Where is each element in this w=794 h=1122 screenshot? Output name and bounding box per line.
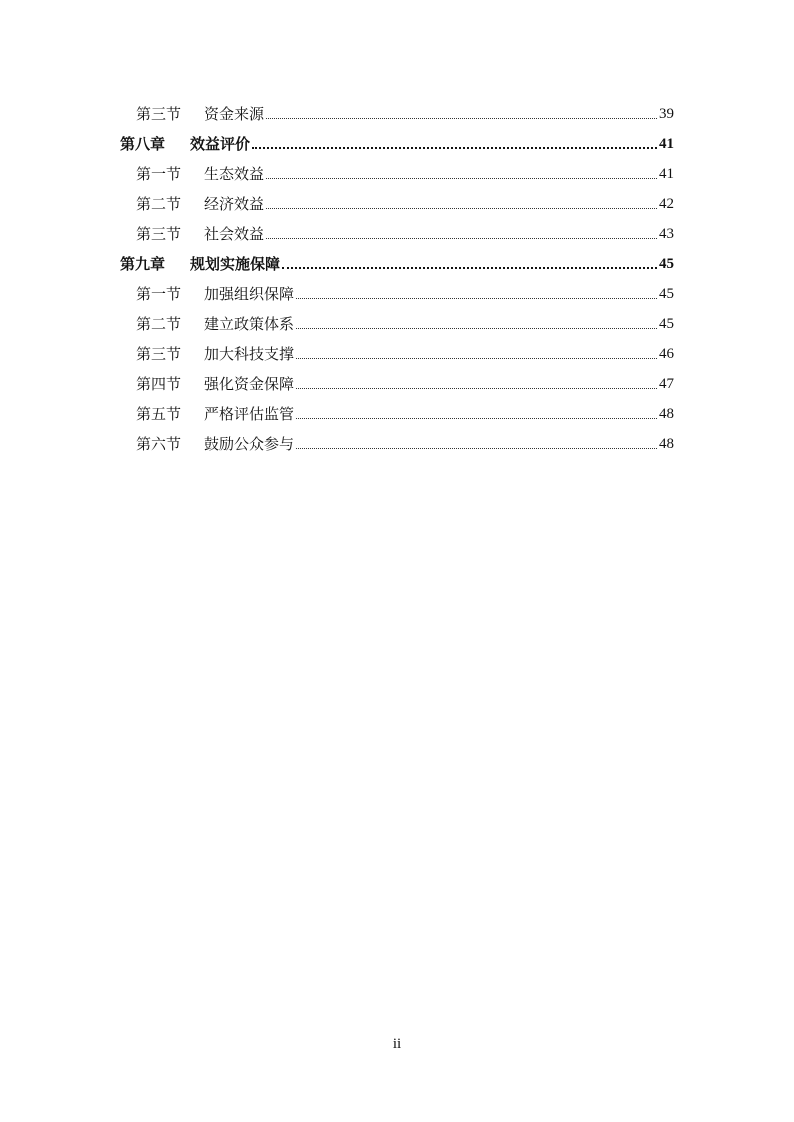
toc-entry-page: 48 bbox=[659, 436, 674, 452]
toc-entry-label: 第二节 bbox=[136, 195, 182, 213]
page-footer bbox=[0, 1036, 794, 1053]
toc-entry-label: 第四节 bbox=[136, 375, 182, 393]
toc-entry-label: 第八章 bbox=[120, 135, 166, 153]
dot-leader bbox=[296, 358, 657, 359]
dot-leader bbox=[296, 418, 657, 419]
toc-entry[interactable] bbox=[120, 395, 674, 425]
table-of-contents bbox=[120, 95, 674, 455]
toc-entry-title: 严格评估监管 bbox=[204, 405, 295, 423]
toc-entry-page: 41 bbox=[659, 166, 674, 182]
dot-leader bbox=[252, 147, 657, 149]
toc-entry[interactable] bbox=[120, 185, 674, 215]
toc-entry[interactable] bbox=[120, 335, 674, 365]
toc-entry-title: 社会效益 bbox=[204, 225, 265, 243]
dot-leader bbox=[296, 448, 657, 449]
toc-entry-title: 加强组织保障 bbox=[204, 285, 295, 303]
toc-entry-page: 43 bbox=[659, 226, 674, 242]
toc-entry-page: 41 bbox=[659, 136, 674, 152]
dot-leader bbox=[296, 328, 657, 329]
toc-entry-title: 建立政策体系 bbox=[204, 315, 295, 333]
toc-entry-title: 鼓励公众参与 bbox=[204, 435, 295, 453]
toc-entry[interactable] bbox=[120, 215, 674, 245]
dot-leader bbox=[296, 298, 657, 299]
toc-chapter-entry[interactable] bbox=[120, 125, 674, 155]
toc-entry-label: 第六节 bbox=[136, 435, 182, 453]
toc-entry[interactable] bbox=[120, 425, 674, 455]
dot-leader bbox=[266, 208, 657, 209]
toc-entry-page: 47 bbox=[659, 376, 674, 392]
dot-leader bbox=[266, 118, 657, 119]
toc-entry-page: 46 bbox=[659, 346, 674, 362]
toc-entry-title: 加大科技支撑 bbox=[204, 345, 295, 363]
toc-entry-page: 45 bbox=[659, 286, 674, 302]
dot-leader bbox=[282, 267, 657, 269]
dot-leader bbox=[266, 178, 657, 179]
footer-page-number: ii bbox=[392, 1036, 402, 1052]
toc-entry-label: 第三节 bbox=[136, 225, 182, 243]
toc-entry-label: 第三节 bbox=[136, 105, 182, 123]
toc-entry[interactable] bbox=[120, 305, 674, 335]
toc-entry-label: 第三节 bbox=[136, 345, 182, 363]
toc-entry-page: 39 bbox=[659, 106, 674, 122]
toc-entry-page: 45 bbox=[659, 256, 674, 272]
toc-entry-page: 45 bbox=[659, 316, 674, 332]
toc-entry-label: 第五节 bbox=[136, 405, 182, 423]
toc-entry-page: 42 bbox=[659, 196, 674, 212]
toc-entry-label: 第一节 bbox=[136, 165, 182, 183]
toc-entry-title: 生态效益 bbox=[204, 165, 265, 183]
toc-entry-label: 第九章 bbox=[120, 255, 166, 273]
toc-entry[interactable] bbox=[120, 275, 674, 305]
toc-entry[interactable] bbox=[120, 155, 674, 185]
toc-entry-label: 第一节 bbox=[136, 285, 182, 303]
toc-chapter-entry[interactable] bbox=[120, 245, 674, 275]
toc-entry[interactable] bbox=[120, 95, 674, 125]
toc-entry-title: 经济效益 bbox=[204, 195, 265, 213]
toc-entry[interactable] bbox=[120, 365, 674, 395]
toc-entry-title: 资金来源 bbox=[204, 105, 265, 123]
dot-leader bbox=[296, 388, 657, 389]
toc-entry-page: 48 bbox=[659, 406, 674, 422]
dot-leader bbox=[266, 238, 657, 239]
toc-entry-title: 规划实施保障 bbox=[190, 255, 281, 273]
toc-entry-title: 效益评价 bbox=[190, 135, 251, 153]
toc-entry-label: 第二节 bbox=[136, 315, 182, 333]
toc-entry-title: 强化资金保障 bbox=[204, 375, 295, 393]
